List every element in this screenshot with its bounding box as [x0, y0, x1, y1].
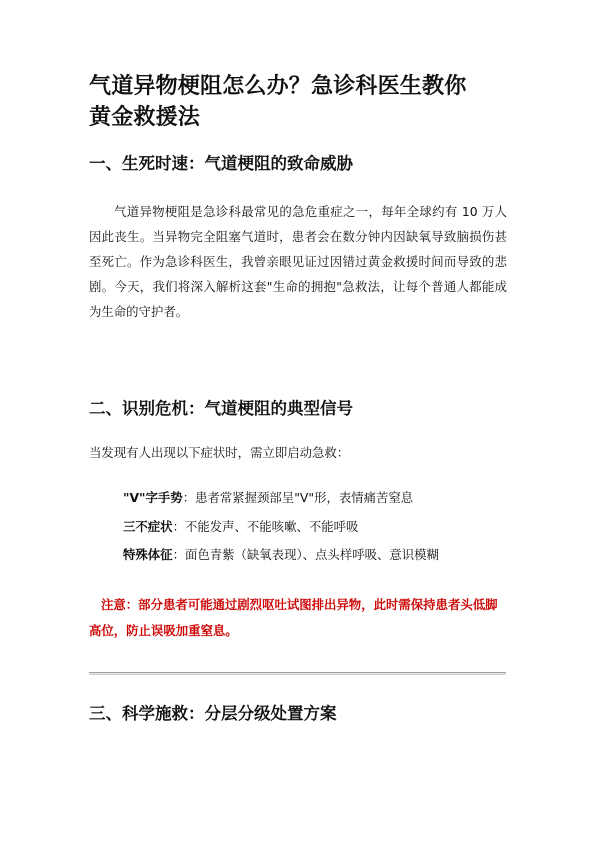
symptom-description: ：患者常紧握颈部呈"V"形，表情痛苦窒息: [182, 490, 414, 505]
symptom-term: "V"字手势: [123, 490, 183, 505]
symptom-term: 三不症状: [123, 518, 173, 534]
section-1-paragraph: 气道异物梗阻是急诊科最常见的急危重症之一，每年全球约有 10 万人因此丧生。当异物完全阻塞气道时，患者会在数分钟内因缺氧导致脑损伤甚至死亡。作为急诊科医生，我曾亲眼见证过因错过黄金救援时间而导致的悲剧。今天，我们将深入解析这套"生命的拥抱"急救法，让每个普通人都能成为生命的守护者。: [89, 204, 507, 319]
document-title-line-1: 气道异物梗阻怎么办？急诊科医生教你: [89, 74, 467, 99]
symptom-item-special-signs: [123, 541, 439, 570]
section-2-heading: 二、识别危机：气道梗阻的典型信号: [89, 399, 353, 418]
section-divider: [89, 672, 506, 675]
section-3-heading: 三、科学施救：分层分级处置方案: [89, 704, 337, 723]
section-2-intro: 当发现有人出现以下症状时，需立即启动急救：: [89, 445, 350, 460]
symptom-term: 特殊体征: [123, 547, 173, 562]
section-1-heading: 一、生死时速：气道梗阻的致命威胁: [89, 154, 353, 173]
symptom-description: ：面色青紫（缺氧表现）、点头样呼吸、意识模糊: [172, 547, 439, 562]
warning-note: 注意：部分患者可能通过剧烈呕吐试图排出异物，此时需保持患者头低脚高位，防止误吸加重窒息。: [89, 597, 498, 638]
symptom-item-three-nots: [123, 513, 439, 542]
document-title: [89, 71, 519, 133]
document-title-line-2: 黄金救援法: [89, 105, 201, 130]
symptom-list: [123, 484, 439, 570]
symptom-item-v-sign: [123, 484, 439, 513]
symptom-description: ：不能发声、不能咳嗽、不能呼吸: [172, 518, 359, 534]
